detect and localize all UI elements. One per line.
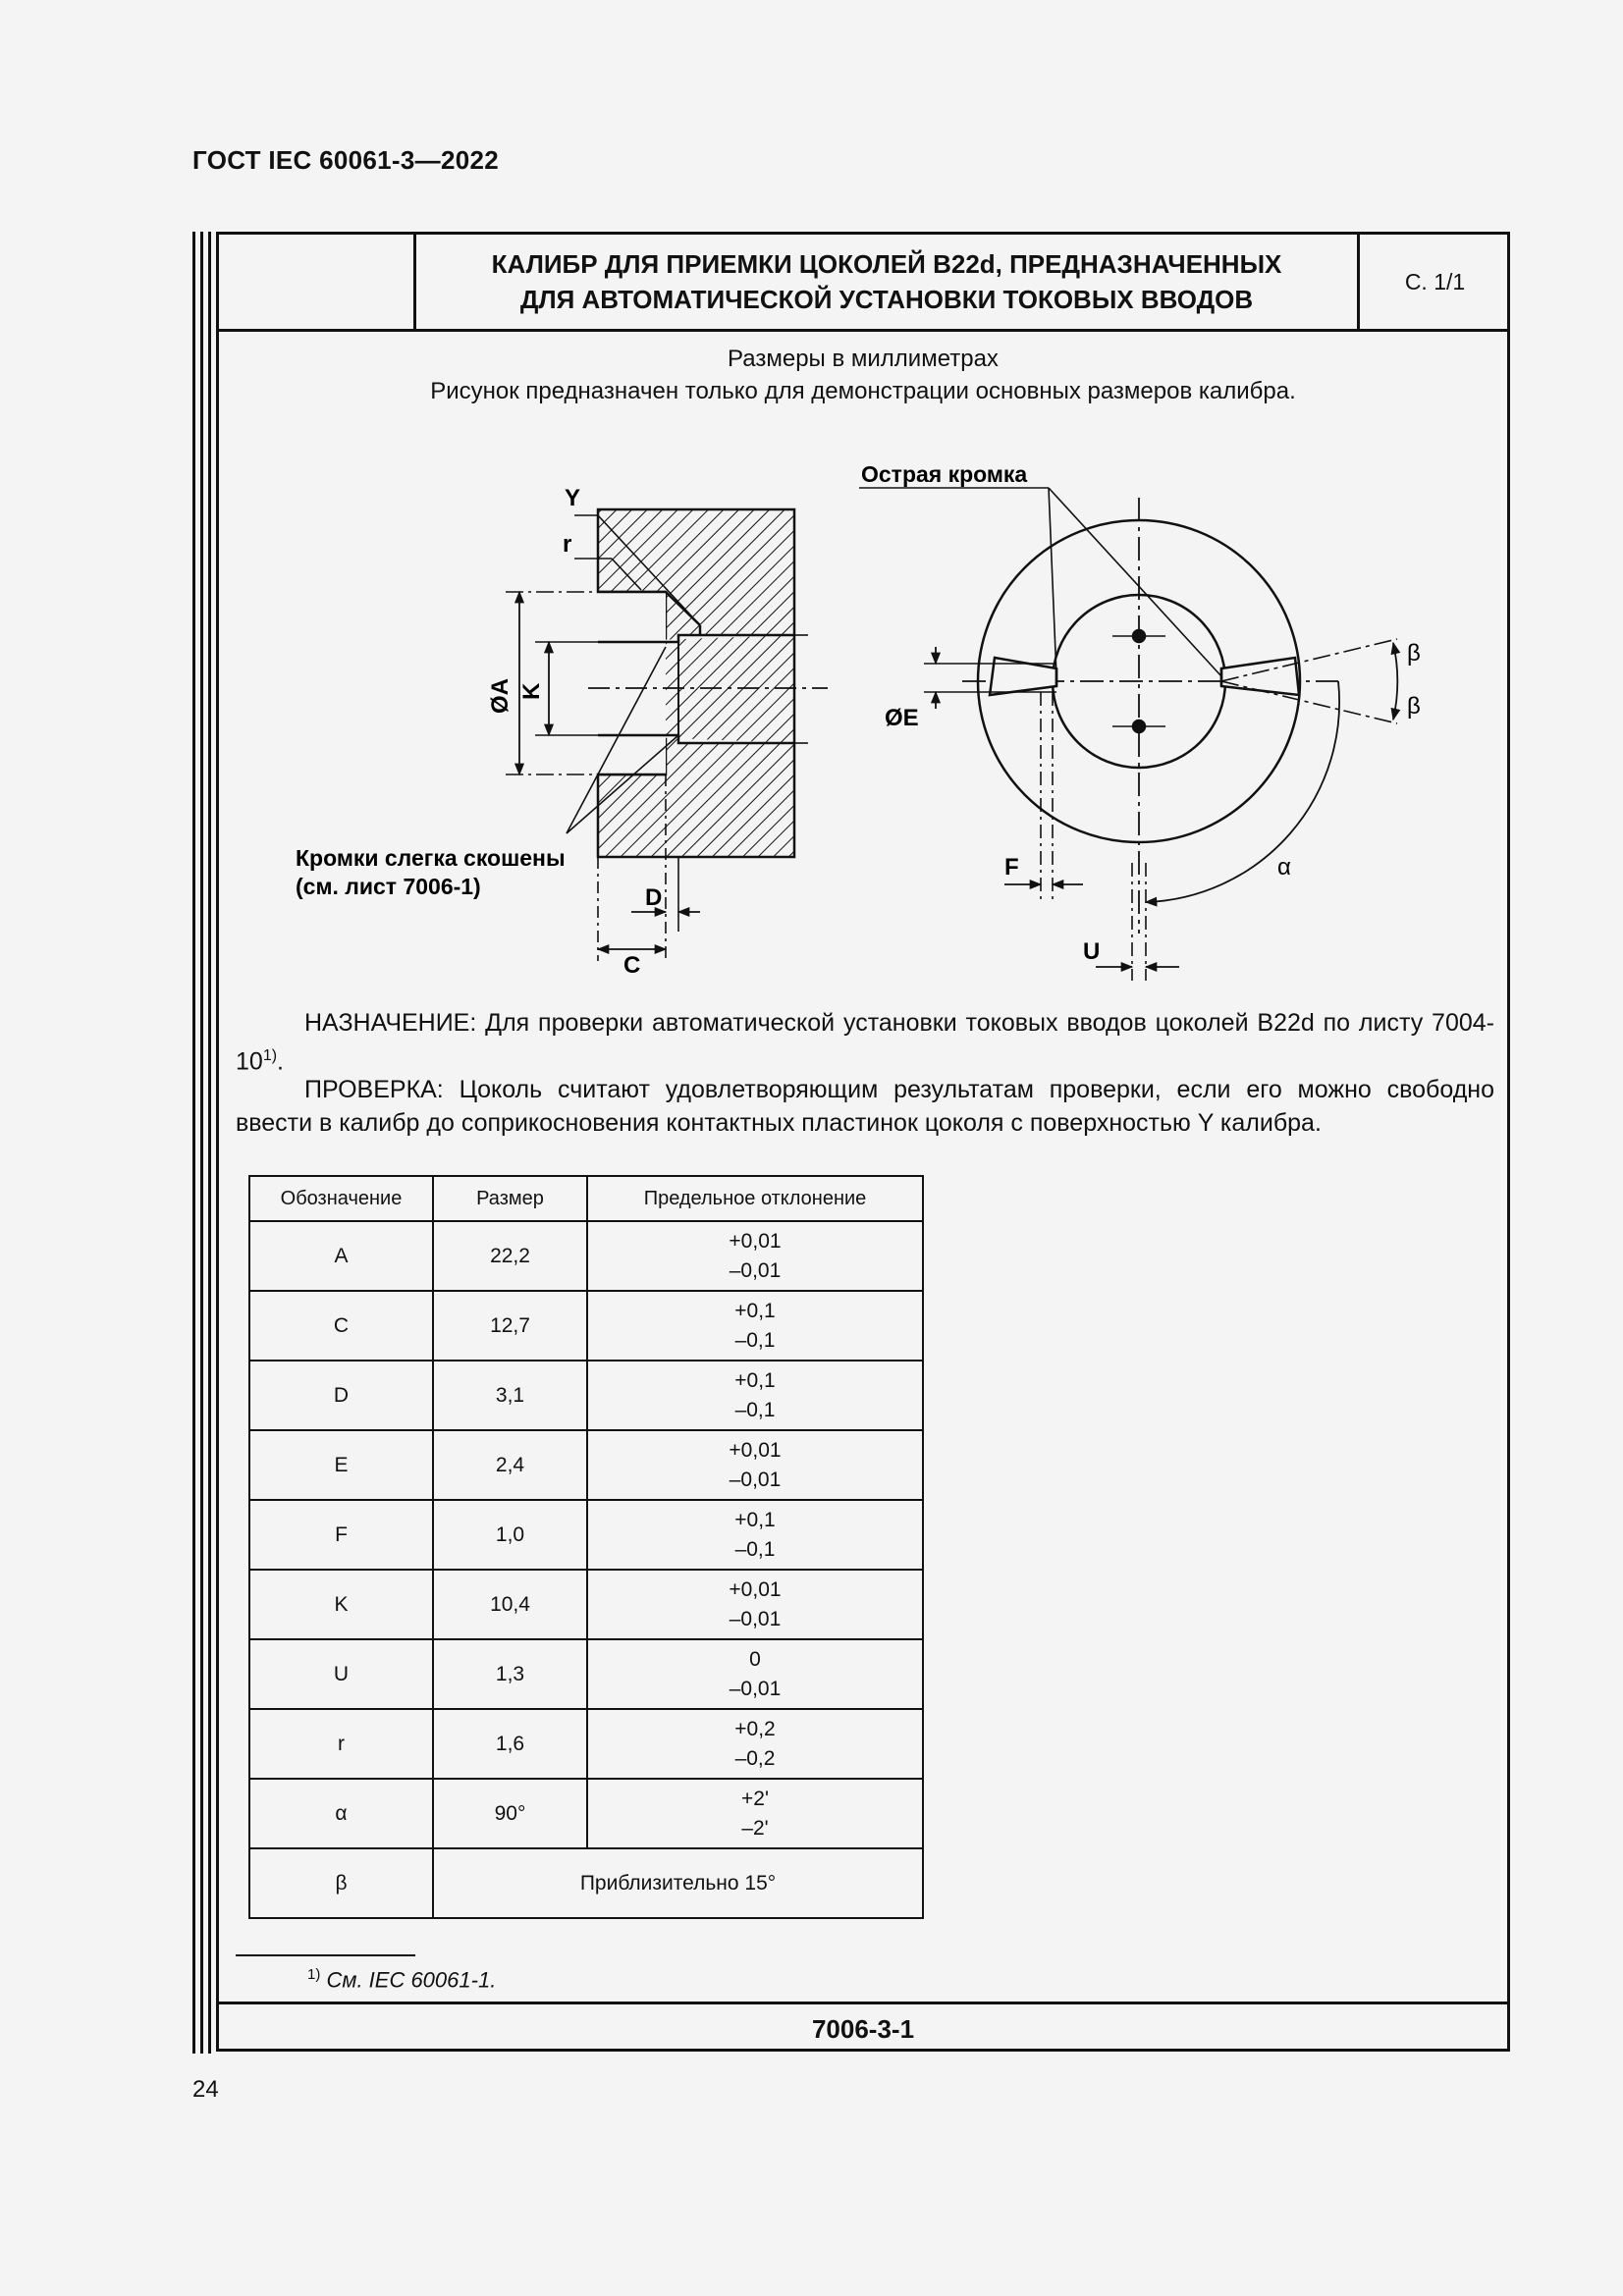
table-row bbox=[249, 1779, 923, 1848]
cell-tolerance bbox=[587, 1779, 923, 1848]
label-F: F bbox=[1004, 854, 1019, 881]
tol-plus: +0,1 bbox=[734, 1368, 776, 1392]
footnote-text: См. IEC 60061-1. bbox=[326, 1967, 497, 1993]
footnote-rule bbox=[236, 1954, 415, 1956]
tol-minus: –0,01 bbox=[729, 1468, 782, 1491]
title-line-2: ДЛЯ АВТОМАТИЧЕСКОЙ УСТАНОВКИ ТОКОВЫХ ВВОДОВ bbox=[519, 285, 1254, 314]
cell-size: 10,4 bbox=[433, 1570, 587, 1639]
table-row bbox=[249, 1570, 923, 1639]
front-view bbox=[859, 488, 1397, 981]
chamfer-note-line-1: Кромки слегка скошены bbox=[296, 845, 566, 871]
gauge-drawing bbox=[219, 235, 1507, 1000]
tol-plus: +0,01 bbox=[729, 1577, 782, 1601]
cell-symbol: C bbox=[249, 1291, 433, 1361]
cell-tolerance bbox=[587, 1430, 923, 1500]
check-paragraph bbox=[236, 1073, 1494, 1140]
cell-tolerance bbox=[587, 1291, 923, 1361]
table-row bbox=[249, 1709, 923, 1779]
tol-minus: –0,2 bbox=[734, 1746, 776, 1770]
label-A: ØA bbox=[487, 678, 514, 714]
header-tolerance: Предельное отклонение bbox=[587, 1176, 923, 1221]
table-row bbox=[249, 1361, 923, 1430]
table-row bbox=[249, 1291, 923, 1361]
label-D: D bbox=[645, 884, 663, 911]
tol-plus: 0 bbox=[749, 1647, 761, 1671]
cell-size: 2,4 bbox=[433, 1430, 587, 1500]
tol-plus: +0,1 bbox=[734, 1508, 776, 1531]
dimensions-table bbox=[248, 1175, 924, 1919]
header-size: Размер bbox=[433, 1176, 587, 1221]
cell-symbol: β bbox=[249, 1848, 433, 1918]
section-view bbox=[506, 509, 828, 961]
cell-symbol: E bbox=[249, 1430, 433, 1500]
purpose-tail: . bbox=[277, 1047, 284, 1076]
sheet-page-ref: С. 1/1 bbox=[1357, 235, 1510, 329]
units-note: Размеры в миллиметрах bbox=[728, 346, 999, 372]
footnote bbox=[307, 1966, 496, 1993]
label-K: K bbox=[518, 682, 545, 700]
cell-symbol: D bbox=[249, 1361, 433, 1430]
cell-symbol: α bbox=[249, 1779, 433, 1848]
purpose-paragraph bbox=[236, 1006, 1494, 1078]
cell-tolerance bbox=[587, 1500, 923, 1570]
label-sharp-edge: Острая кромка bbox=[861, 461, 1028, 487]
cell-symbol: K bbox=[249, 1570, 433, 1639]
tol-plus: +0,2 bbox=[734, 1717, 776, 1740]
cell-size: 3,1 bbox=[433, 1361, 587, 1430]
table-row bbox=[249, 1848, 923, 1918]
table-row bbox=[249, 1430, 923, 1500]
margin-bar bbox=[208, 232, 211, 2054]
label-U: U bbox=[1083, 938, 1101, 965]
cell-tolerance bbox=[587, 1361, 923, 1430]
label-Y: Y bbox=[565, 485, 581, 511]
tol-plus: +0,01 bbox=[729, 1438, 782, 1462]
tol-plus: +2' bbox=[741, 1787, 769, 1810]
cell-symbol: r bbox=[249, 1709, 433, 1779]
margin-bar bbox=[192, 232, 195, 2054]
label-beta-bottom: β bbox=[1407, 693, 1421, 720]
label-E: ØE bbox=[885, 705, 919, 731]
label-alpha: α bbox=[1277, 854, 1291, 881]
cell-size: 12,7 bbox=[433, 1291, 587, 1361]
cell-tolerance bbox=[587, 1570, 923, 1639]
cell-size: 1,6 bbox=[433, 1709, 587, 1779]
footnote-mark: 1) bbox=[307, 1966, 321, 1983]
standard-header: ГОСТ IEC 60061-3—2022 bbox=[192, 145, 499, 175]
cell-symbol: U bbox=[249, 1639, 433, 1709]
page-number: 24 bbox=[192, 2076, 219, 2103]
cell-symbol: F bbox=[249, 1500, 433, 1570]
cell-approximate-value: Приблизительно 15° bbox=[433, 1848, 923, 1918]
cell-size: 90° bbox=[433, 1779, 587, 1848]
tol-minus: –2' bbox=[741, 1816, 769, 1840]
sheet-frame bbox=[216, 232, 1510, 2052]
label-C: C bbox=[623, 952, 641, 979]
cell-size: 22,2 bbox=[433, 1221, 587, 1291]
tol-minus: –0,01 bbox=[729, 1607, 782, 1630]
chamfer-note-line-2: (см. лист 7006-1) bbox=[296, 874, 481, 899]
cell-tolerance bbox=[587, 1221, 923, 1291]
header-symbol: Обозначение bbox=[249, 1176, 433, 1221]
demo-note: Рисунок предназначен только для демонстрации основных размеров калибра. bbox=[430, 378, 1296, 404]
purpose-text: НАЗНАЧЕНИЕ: Для проверки автоматической установки токовых вводов цоколей B22d по листу 7004-10 bbox=[236, 1009, 1494, 1076]
title-line-1: КАЛИБР ДЛЯ ПРИЕМКИ ЦОКОЛЕЙ B22d, ПРЕДНАЗНАЧЕННЫХ bbox=[491, 249, 1282, 279]
right-slot bbox=[1221, 658, 1299, 695]
tol-minus: –0,1 bbox=[734, 1537, 776, 1561]
cell-tolerance bbox=[587, 1639, 923, 1709]
tol-plus: +0,01 bbox=[729, 1229, 782, 1253]
cell-tolerance bbox=[587, 1709, 923, 1779]
table-header-row bbox=[249, 1176, 923, 1221]
sheet-code: 7006-3-1 bbox=[219, 2002, 1507, 2055]
table-row bbox=[249, 1639, 923, 1709]
tol-minus: –0,01 bbox=[729, 1677, 782, 1700]
label-beta-top: β bbox=[1407, 640, 1421, 667]
cell-symbol: A bbox=[249, 1221, 433, 1291]
table-row bbox=[249, 1221, 923, 1291]
label-r: r bbox=[563, 531, 572, 558]
cell-size: 1,0 bbox=[433, 1500, 587, 1570]
table-row bbox=[249, 1500, 923, 1570]
tol-plus: +0,1 bbox=[734, 1299, 776, 1322]
tol-minus: –0,01 bbox=[729, 1258, 782, 1282]
tol-minus: –0,1 bbox=[734, 1328, 776, 1352]
cell-size: 1,3 bbox=[433, 1639, 587, 1709]
cavity bbox=[598, 592, 666, 774]
margin-bar bbox=[200, 232, 203, 2054]
check-text: ПРОВЕРКА: Цоколь считают удовлетворяющим результатам проверки, если его можно свободно ввести в калибр до соприкосновения контактных пластинок цоколя с поверхностью Y калибра. bbox=[236, 1076, 1494, 1137]
purpose-footnote-ref: 1) bbox=[262, 1047, 278, 1064]
tol-minus: –0,1 bbox=[734, 1398, 776, 1421]
